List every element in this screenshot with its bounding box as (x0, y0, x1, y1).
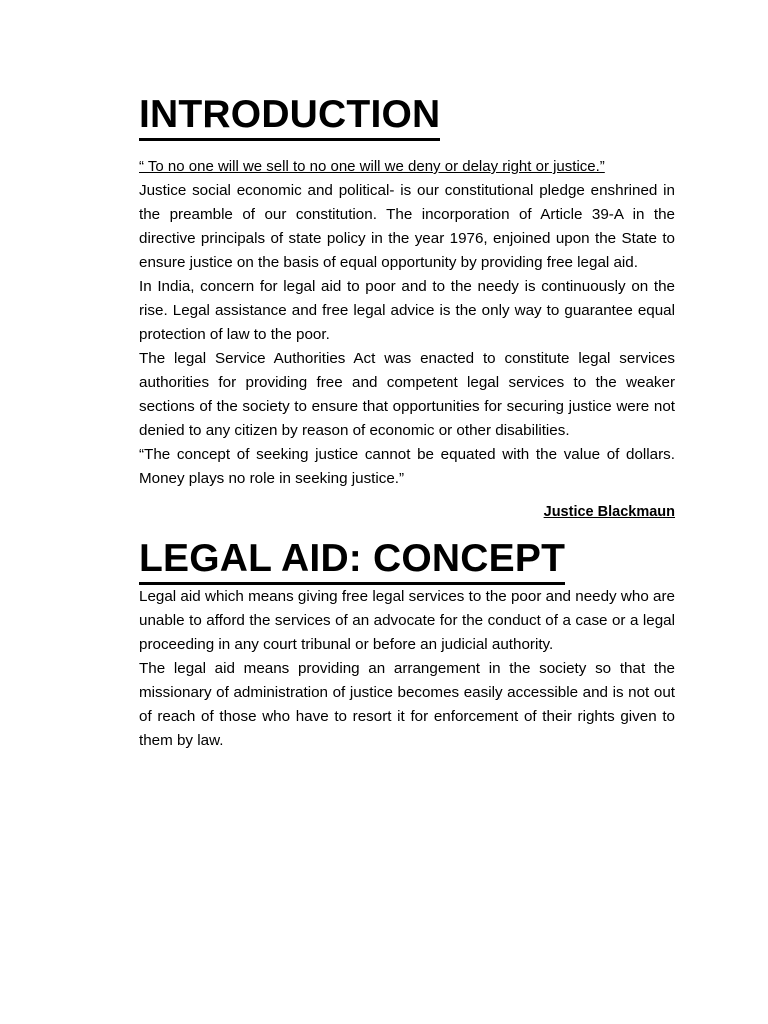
concept-paragraph-2: The legal aid means providing an arrangement in the society so that the missionary of administration of justice becomes easily accessible and is not out of reach of those who have to resort it for enforcement of their rights given to them by law. (139, 660, 675, 749)
blackmaun-quote: “The concept of seeking justice cannot be equated with the value of dollars. Money plays no role in seeking justice.” (139, 446, 675, 487)
document-page (139, 92, 675, 753)
intro-paragraph-2: In India, concern for legal aid to poor and to the needy is continuously on the rise. Legal assistance and free legal advice is the only way to guarantee equal protection of law to the poor. (139, 278, 675, 343)
opening-quote: “ To no one will we sell to no one will we deny or delay right or justice.” (139, 158, 605, 175)
concept-paragraph-1: Legal aid which means giving free legal services to the poor and needy who are unable to afford the services of an advocate for the conduct of a case or a legal proceeding in any court tribunal or before an judicial authority. (139, 588, 675, 653)
intro-paragraph-1: Justice social economic and political- is our constitutional pledge enshrined in the preamble of our constitution. The incorporation of Article 39-A in the directive principals of state policy in the year 1976, enjoined upon the State to ensure justice on the basis of equal opportunity by providing free legal aid. (139, 182, 675, 271)
legal-aid-concept-heading: LEGAL AID: CONCEPT (139, 536, 565, 585)
intro-paragraph-3: The legal Service Authorities Act was enacted to constitute legal services authorities for providing free and competent legal services to the weaker sections of the society to ensure that opportunities for securing justice were not denied to any citizen by reason of economic or other disabilities. (139, 350, 675, 439)
attribution-name: Justice Blackmaun (543, 504, 675, 520)
quote-attribution (139, 502, 675, 522)
introduction-section (139, 92, 675, 522)
legal-aid-concept-section (139, 536, 675, 753)
introduction-heading: INTRODUCTION (139, 92, 440, 141)
